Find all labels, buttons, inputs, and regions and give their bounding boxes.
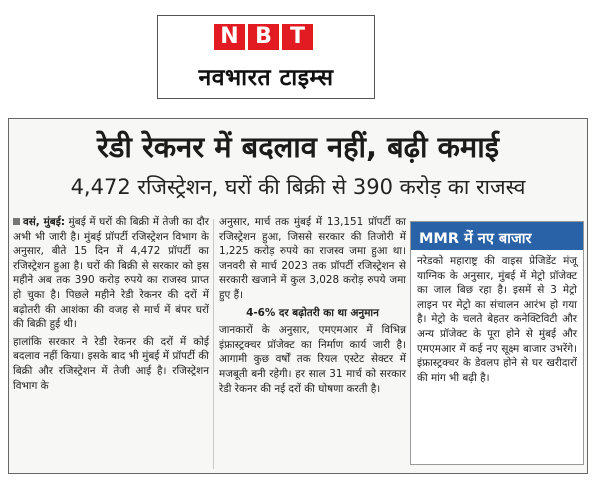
headline: रेडी रेकनर में बदलाव नहीं, बढ़ी कमाई [97, 130, 499, 164]
column-divider [213, 219, 214, 469]
paragraph-text: मुंबई में घरों की बिक्री में तेजी का दौर अभी भी जारी है। मुंबई प्रॉपर्टी रजिस्ट्रेशन विभाग के अनुसार, बीते 15 दिन में 4,472 प्रॉपर्टी का रजिस्ट्रेशन हुआ है। घरों की बिक्री से सरकार को इस महीने अब तक 390 करोड़ रुपये का राजस्व प्राप्त हो चुका है। पिछले महीने रेडी रेकनर की दरों में बढ़ोतरी की आशंका की वजह से मार्च में बंपर घरों की बिक्री हुई थी। [13, 216, 209, 331]
inline-subhead: 4-6% दर बढ़ोतरी का था अनुमान [246, 306, 379, 319]
brand-name: नवभारत टाइम्स [198, 65, 334, 91]
news-clipping [8, 118, 588, 474]
dateline: वसं, मुंबई: [23, 216, 65, 228]
newspaper-masthead [157, 15, 375, 99]
paragraph: हालांकि सरकार ने रेडी रेकनर की दरों में कोई बदलाव नहीं किया। इसके बाद भी मुंबई में प्रॉपर्टी की बिक्री और रजिस्ट्रेशन में तेजी आई है। रजिस्ट्रेशन विभाग के [13, 335, 209, 392]
logo-letter-b: B [248, 24, 279, 50]
subheadline: 4,472 रजिस्ट्रेशन, घरों की बिक्री से 390 करोड़ का राजस्व [70, 175, 526, 199]
logo-letter-n: N [214, 24, 245, 50]
article-column-2 [219, 215, 406, 399]
sidebar-box [410, 221, 584, 465]
nbt-logo [214, 24, 313, 50]
paragraph [13, 215, 209, 332]
square-bullet-icon [13, 218, 20, 225]
paragraph: अनुसार, मार्च तक मुंबई में 13,151 प्रॉपर्टी का रजिस्ट्रेशन हुआ, जिससे सरकार की तिजोरी में 1,225 करोड़ रुपये का राजस्व जमा हुआ था। जनवरी से मार्च 2023 तक प्रॉपर्टी रजिस्ट्रेशन से सरकारी खजाने में कुल 3,028 करोड़ रुपये जमा हुए हैं। [219, 216, 406, 301]
article-column-1 [13, 215, 209, 396]
paragraph: जानकारों के अनुसार, एमएमआर में विभिन्न इंफ्रास्ट्रक्चर प्रॉजेक्ट का निर्माण कार्य जारी है। आगामी कुछ वर्षों तक रियल एस्टेट सेक्टर में मजबूती बनी रहेगी। हर साल 31 मार्च को सरकार रेडी रेकनर की नई दरों की घोषणा करती है। [219, 324, 406, 395]
sidebar-title: MMR में नए बाजार [411, 222, 583, 250]
sidebar-body: नरेडको महाराष्ट्र की वाइस प्रेजिडेंट मंजू याग्निक के अनुसार, मुंबई में मेट्रो प्रॉजेक्ट का जाल बिछ रहा है। इसमें से 3 मेट्रो लाइन पर मेट्रो का संचालन आरंभ हो गया है। मेट्रो के चलते बेहतर कनेक्टिविटी और अन्य प्रॉजेक्ट के पूरा होने से मुंबई और एमएमआर में कई नए सूक्ष्म बाजार उभरेंगे। इंफ्रास्ट्रक्चर के डेवलप होने से घर खरीदारों की मांग भी बढ़ी है। [417, 255, 577, 384]
logo-letter-t: T [282, 24, 313, 50]
